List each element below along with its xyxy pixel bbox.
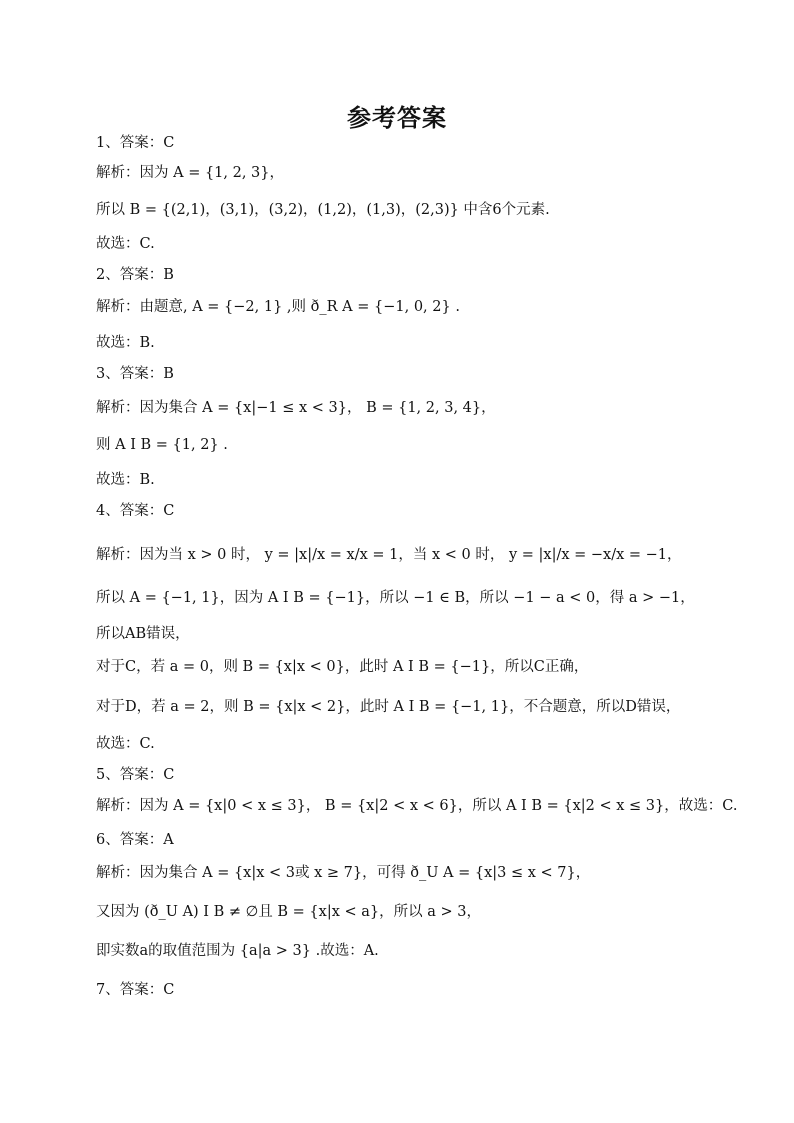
page-title: 参考答案 [347,104,447,132]
q1-answer: 1、答案：C [96,135,175,151]
q6-answer: 6、答案：A [96,832,174,848]
q3-choice: 故选：B. [96,472,155,488]
q1-analysis-line2: 所以 B = {(2,1)，(3,1)，(3,2)，(1,2)，(1,3)，(2,3)} 中含6个元素. [96,202,550,218]
q1-choice: 故选：C. [96,236,155,252]
q4-analysis-line3: 所以AB错误， [96,626,190,642]
q6-analysis: 解析：因为集合 A = {x|x < 3或 x ≥ 7}，可得 ð_U A = {x|3 ≤ x < 7}， [96,865,591,881]
q4-answer: 4、答案：C [96,503,175,519]
q2-analysis: 解析：由题意, A = {−2, 1} ,则 ð_R A = {−1, 0, 2} . [96,299,460,315]
q3-analysis: 解析：因为集合 A = {x|−1 ≤ x < 3}， B = {1, 2, 3, 4}， [96,400,496,416]
q5-analysis: 解析：因为 A = {x|0 < x ≤ 3}， B = {x|2 < x < 6}，所以 A I B = {x|2 < x ≤ 3}，故选：C. [96,798,738,814]
q5-answer: 5、答案：C [96,767,175,783]
q4-analysis-line2: 所以 A = {−1, 1}，因为 A I B = {−1}，所以 −1 ∈ B，所以 −1 − a < 0，得 a > −1， [96,590,695,606]
q4-analysis-line5: 对于D，若 a = 2，则 B = {x|x < 2}，此时 A I B = {−1, 1}，不合题意，所以D错误， [96,699,681,715]
q4-analysis: 解析：因为当 x > 0 时， y = |x|/x = x/x = 1，当 x < 0 时， y = |x|/x = −x/x = −1， [96,547,682,563]
q1-analysis: 解析：因为 A = {1, 2, 3}， [96,165,285,181]
q3-answer: 3、答案：B [96,366,174,382]
q7-answer: 7、答案：C [96,982,175,998]
q4-analysis-line4: 对于C，若 a = 0，则 B = {x|x < 0}，此时 A I B = {−1}，所以C正确， [96,659,589,675]
q6-analysis-line2: 又因为 (ð_U A) I B ≠ ∅且 B = {x|x < a}，所以 a > 3， [96,904,481,920]
q6-analysis-line3: 即实数a的取值范围为 {a|a > 3} .故选：A. [96,943,379,959]
q2-answer: 2、答案：B [96,267,174,283]
q3-analysis-line2: 则 A I B = {1, 2} . [96,437,228,453]
q2-choice: 故选：B. [96,335,155,351]
q4-choice: 故选：C. [96,736,155,752]
